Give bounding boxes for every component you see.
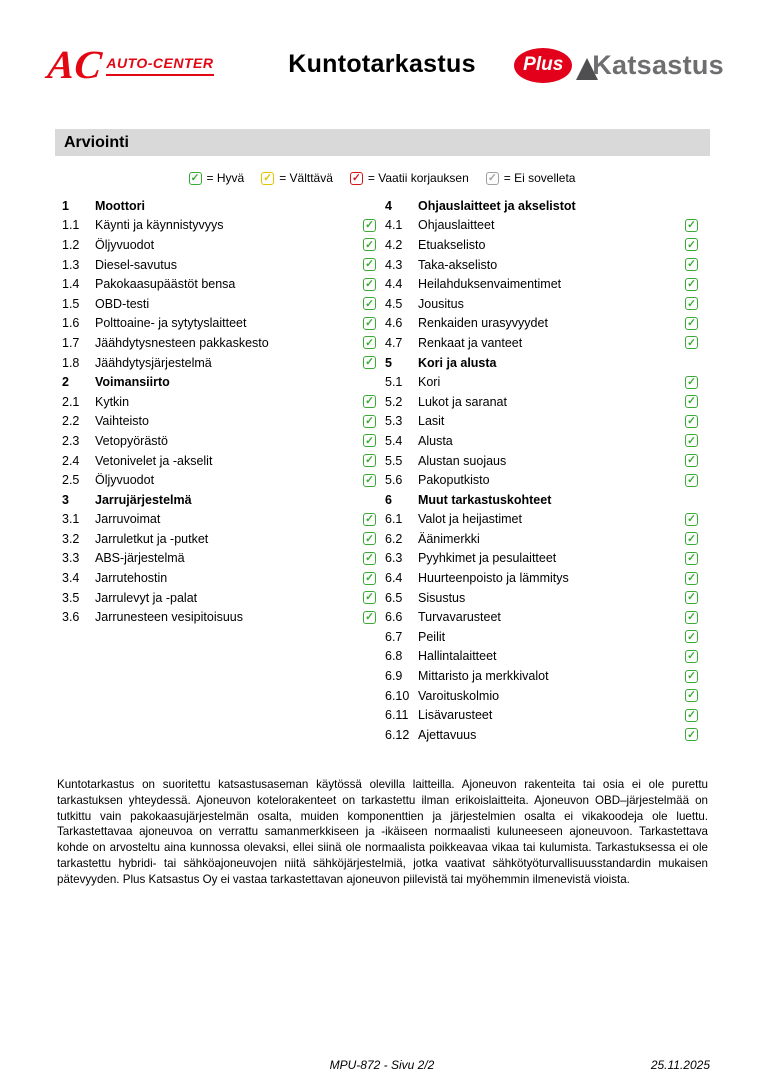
item-number: 2.1	[62, 394, 80, 409]
checklist-item-row	[385, 314, 707, 334]
legend-na-icon: ✓	[486, 172, 499, 185]
status-good-icon: ✓	[685, 572, 698, 585]
item-label: Etuakselisto	[418, 237, 486, 252]
footer-page-info: MPU-872 - Sivu 2/2	[329, 1058, 435, 1072]
status-good-icon: ✓	[363, 258, 376, 271]
item-number: 3.4	[62, 571, 80, 586]
item-number: 6.8	[385, 649, 403, 664]
item-number: 6.12	[385, 727, 410, 742]
item-number: 1.3	[62, 257, 80, 272]
item-label: Valot ja heijastimet	[418, 512, 522, 527]
status-good-icon: ✓	[363, 454, 376, 467]
checklist-item-row	[385, 647, 707, 667]
legend-item	[486, 171, 576, 185]
status-good-icon: ✓	[363, 278, 376, 291]
status-good-icon: ✓	[685, 219, 698, 232]
checklist-section-row	[62, 490, 385, 510]
checklist-section-row	[385, 353, 707, 373]
status-good-icon: ✓	[685, 395, 698, 408]
checklist-item-row	[385, 392, 707, 412]
status-good-icon: ✓	[685, 532, 698, 545]
item-label: Renkaat ja vanteet	[418, 335, 523, 350]
item-label: Jousitus	[418, 296, 464, 311]
item-label: Varoituskolmio	[418, 688, 500, 703]
item-label: Polttoaine- ja sytytyslaitteet	[95, 316, 247, 331]
item-label: Lasit	[418, 414, 445, 429]
status-good-icon: ✓	[685, 317, 698, 330]
checklist-item-row	[385, 470, 707, 490]
item-number: 6.11	[385, 708, 409, 723]
checklist-item-row	[385, 510, 707, 530]
checklist-col-right	[385, 196, 707, 745]
item-number: 5	[385, 355, 392, 370]
page-title: Kuntotarkastus	[288, 50, 476, 78]
checklist-item-row	[62, 431, 385, 451]
item-number: 5.5	[385, 453, 403, 468]
item-label: Jarrutehostin	[95, 571, 168, 586]
status-good-icon: ✓	[363, 552, 376, 565]
checklist-item-row	[385, 705, 707, 725]
item-label: Pyyhkimet ja pesulaitteet	[418, 551, 557, 566]
plus-logo-oval-icon	[514, 48, 572, 83]
status-good-icon: ✓	[363, 336, 376, 349]
item-label: OBD-testi	[95, 296, 150, 311]
item-number: 2.5	[62, 473, 80, 488]
item-label: Öljyvuodot	[95, 237, 155, 252]
checklist-item-row	[385, 333, 707, 353]
ac-logo-text: AUTO-CENTER	[106, 55, 213, 76]
checklist-item-row	[62, 549, 385, 569]
item-number: 2.4	[62, 453, 80, 468]
item-label: Äänimerkki	[418, 531, 480, 546]
checklist-item-row	[385, 607, 707, 627]
item-number: 1.4	[62, 277, 80, 292]
item-label: ABS-järjestelmä	[95, 551, 185, 566]
item-label: Kori	[418, 375, 441, 390]
item-label: Jäähdytysnesteen pakkaskesto	[95, 335, 269, 350]
item-number: 4.3	[385, 257, 403, 272]
item-label: Jäähdytysjärjestelmä	[95, 355, 212, 370]
checklist-item-row	[62, 255, 385, 275]
item-number: 6.9	[385, 669, 403, 684]
checklist-item-row	[385, 627, 707, 647]
checklist-item-row	[62, 216, 385, 236]
item-label: Alustan suojaus	[418, 453, 507, 468]
checklist-item-row	[62, 607, 385, 627]
checklist-item-row	[62, 470, 385, 490]
status-good-icon: ✓	[685, 415, 698, 428]
status-good-icon: ✓	[363, 611, 376, 624]
checklist-item-row	[385, 216, 707, 236]
checklist-item-row	[62, 568, 385, 588]
item-number: 3	[62, 492, 69, 507]
item-number: 5.6	[385, 473, 403, 488]
legend-repair-icon: ✓	[350, 172, 363, 185]
item-number: 4.1	[385, 218, 403, 233]
item-label: Jarruletkut ja -putket	[95, 531, 209, 546]
item-number: 1.6	[62, 316, 80, 331]
checklist-item-row	[62, 274, 385, 294]
status-good-icon: ✓	[363, 219, 376, 232]
legend-label: = Vaatii korjauksen	[367, 171, 469, 185]
item-number: 2.2	[62, 414, 80, 429]
item-label: Heilahduksenvaimentimet	[418, 277, 562, 292]
status-good-icon: ✓	[685, 591, 698, 604]
item-label: Pakoputkisto	[418, 473, 490, 488]
ac-logo-mark-icon: AC	[45, 42, 104, 87]
status-good-icon: ✓	[363, 572, 376, 585]
item-number: 6.7	[385, 629, 403, 644]
status-good-icon: ✓	[685, 689, 698, 702]
status-good-icon: ✓	[685, 670, 698, 683]
item-number: 1.5	[62, 296, 80, 311]
item-label: Renkaiden urasyvyydet	[418, 316, 548, 331]
status-good-icon: ✓	[685, 336, 698, 349]
item-number: 4.2	[385, 237, 403, 252]
item-label: Alusta	[418, 433, 453, 448]
checklist-section-row	[62, 196, 385, 216]
item-number: 6.6	[385, 610, 403, 625]
checklist-section-row	[385, 196, 707, 216]
status-good-icon: ✓	[685, 728, 698, 741]
item-label: Muut tarkastuskohteet	[418, 492, 552, 507]
item-label: Pakokaasupäästöt bensa	[95, 277, 236, 292]
legend-good-icon: ✓	[189, 172, 202, 185]
item-number: 3.6	[62, 610, 80, 625]
status-good-icon: ✓	[363, 395, 376, 408]
legend-label: = Hyvä	[206, 171, 245, 185]
item-number: 4.4	[385, 277, 403, 292]
item-number: 6	[385, 492, 392, 507]
status-good-icon: ✓	[685, 611, 698, 624]
legend-fair-icon: ✓	[261, 172, 274, 185]
status-good-icon: ✓	[363, 415, 376, 428]
item-number: 4.5	[385, 296, 403, 311]
status-good-icon: ✓	[685, 552, 698, 565]
status-good-icon: ✓	[685, 650, 698, 663]
item-label: Ajettavuus	[418, 727, 477, 742]
item-number: 1.2	[62, 237, 80, 252]
item-label: Ohjauslaitteet ja akselistot	[418, 198, 576, 213]
checklist-item-row	[385, 235, 707, 255]
checklist-item-row	[385, 451, 707, 471]
item-number: 6.2	[385, 531, 403, 546]
item-number: 6.1	[385, 512, 403, 527]
item-label: Käynti ja käynnistyvyys	[95, 218, 224, 233]
checklist-item-row	[385, 588, 707, 608]
item-number: 6.3	[385, 551, 403, 566]
item-label: Hallintalaitteet	[418, 649, 497, 664]
footer-date: 25.11.2025	[650, 1058, 710, 1072]
legend-item	[261, 171, 333, 185]
item-label: Peilit	[418, 629, 446, 644]
item-number: 4.6	[385, 316, 403, 331]
checklist-item-row	[385, 255, 707, 275]
item-label: Turvavarusteet	[418, 610, 501, 625]
legend-label: = Ei sovelleta	[503, 171, 576, 185]
status-good-icon: ✓	[363, 356, 376, 369]
status-good-icon: ✓	[363, 317, 376, 330]
item-number: 4	[385, 198, 392, 213]
status-good-icon: ✓	[685, 258, 698, 271]
checklist-item-row	[62, 529, 385, 549]
checklist-item-row	[62, 333, 385, 353]
item-label: Moottori	[95, 198, 145, 213]
item-label: Kytkin	[95, 394, 130, 409]
checklist-item-row	[62, 235, 385, 255]
item-label: Huurteenpoisto ja lämmitys	[418, 571, 569, 586]
status-good-icon: ✓	[685, 434, 698, 447]
item-number: 3.1	[62, 512, 80, 527]
checklist-item-row	[62, 314, 385, 334]
checklist-item-row	[385, 549, 707, 569]
checklist-item-row	[385, 529, 707, 549]
checklist-item-row	[62, 353, 385, 373]
checklist-item-row	[385, 686, 707, 706]
katsastus-logo-text: Katsastus	[592, 49, 724, 80]
item-label: Mittaristo ja merkkivalot	[418, 669, 549, 684]
item-label: Vaihteisto	[95, 414, 149, 429]
checklist-item-row	[385, 294, 707, 314]
item-label: Vetonivelet ja -akselit	[95, 453, 213, 468]
item-number: 1	[62, 198, 69, 213]
item-number: 3.5	[62, 590, 80, 605]
status-good-icon: ✓	[685, 297, 698, 310]
status-good-icon: ✓	[363, 434, 376, 447]
status-good-icon: ✓	[363, 513, 376, 526]
legend-item	[189, 171, 245, 185]
item-label: Vetopyörästö	[95, 433, 168, 448]
item-number: 3.2	[62, 531, 80, 546]
checklist-section-row	[62, 372, 385, 392]
item-label: Jarrujärjestelmä	[95, 492, 192, 507]
status-good-icon: ✓	[685, 278, 698, 291]
checklist-item-row	[385, 568, 707, 588]
item-number: 5.1	[385, 375, 403, 390]
checklist-item-row	[62, 294, 385, 314]
legend	[0, 171, 764, 185]
item-label: Jarrunesteen vesipitoisuus	[95, 610, 243, 625]
checklist-item-row	[385, 431, 707, 451]
status-good-icon: ✓	[363, 532, 376, 545]
item-number: 5.4	[385, 433, 403, 448]
item-number: 4.7	[385, 335, 403, 350]
checklist-item-row	[62, 451, 385, 471]
status-good-icon: ✓	[363, 238, 376, 251]
auto-center-logo	[45, 42, 214, 87]
item-label: Taka-akselisto	[418, 257, 498, 272]
status-good-icon: ✓	[685, 238, 698, 251]
checklist-item-row	[62, 588, 385, 608]
item-label: Lisävarusteet	[418, 708, 493, 723]
status-good-icon: ✓	[363, 297, 376, 310]
item-label: Jarruvoimat	[95, 512, 161, 527]
checklist-item-row	[385, 372, 707, 392]
item-label: Voimansiirto	[95, 375, 170, 390]
checklist-item-row	[385, 274, 707, 294]
status-good-icon: ✓	[363, 591, 376, 604]
item-label: Jarrulevyt ja -palat	[95, 590, 198, 605]
item-number: 2	[62, 375, 69, 390]
item-number: 5.2	[385, 394, 403, 409]
item-number: 2.3	[62, 433, 80, 448]
item-label: Sisustus	[418, 590, 466, 605]
checklist-item-row	[62, 510, 385, 530]
checklist	[62, 196, 707, 745]
item-label: Ohjauslaitteet	[418, 218, 495, 233]
status-good-icon: ✓	[363, 474, 376, 487]
item-number: 1.1	[62, 218, 80, 233]
checklist-item-row	[385, 725, 707, 745]
item-number: 6.4	[385, 571, 403, 586]
legend-label: = Välttävä	[279, 171, 333, 185]
item-label: Kori ja alusta	[418, 355, 497, 370]
checklist-col-left	[62, 196, 385, 745]
plus-logo-text: Plus	[523, 54, 564, 75]
status-good-icon: ✓	[685, 376, 698, 389]
legend-item	[350, 171, 469, 185]
item-number: 1.7	[62, 335, 80, 350]
item-number: 5.3	[385, 414, 403, 429]
item-number: 6.5	[385, 590, 403, 605]
plus-katsastus-logo	[514, 48, 724, 83]
status-good-icon: ✓	[685, 474, 698, 487]
status-good-icon: ✓	[685, 709, 698, 722]
checklist-item-row	[385, 412, 707, 432]
section-header-arviointi: Arviointi	[55, 129, 710, 156]
checklist-item-row	[62, 392, 385, 412]
status-good-icon: ✓	[685, 630, 698, 643]
checklist-section-row	[385, 490, 707, 510]
checklist-item-row	[62, 412, 385, 432]
item-label: Diesel-savutus	[95, 257, 177, 272]
disclaimer-text: Kuntotarkastus on suoritettu katsastusaseman käytössä olevilla laitteilla. Ajoneuvon rakenteita tai osia ei ole purettu tarkastuksen yhteydessä. Ajoneuvon kotelorakenteet on tarkastettu ilman erikoislaitteita. Ajoneuvon OBD–järjestelmää on tutkittu vain pakokaasujärjestelmän osalta, muiden komponenttien ja järjestelmien osalta ei vikakoodeja ole luettu. Tarkastettavaa ajoneuvoa on verrattu samanmerkkiseen ja -ikäiseen normaalisti kuluneeseen ajoneuvoon. Tarkastettava kohde on arvosteltu aina kunnossa olevaksi, ellei siinä ole normaalista poikkeavaa vikaa tai kulumista. Tarkastuksessa ei ole tarkastettu hybridi- tai sähköajoneuvojen niitä sähköjärjestelmiä, jotka vaativat sähkötyöturvallisuusstandardin mukaisen pätevyyden. Plus Katsastus Oy ei vastaa tarkastettavan ajoneuvon piilevistä tai myöhemmin ilmenevistä vioista.	[57, 778, 708, 886]
checklist-item-row	[385, 666, 707, 686]
item-label: Öljyvuodot	[95, 473, 155, 488]
item-number: 3.3	[62, 551, 80, 566]
status-good-icon: ✓	[685, 454, 698, 467]
item-label: Lukot ja saranat	[418, 394, 507, 409]
status-good-icon: ✓	[685, 513, 698, 526]
item-number: 6.10	[385, 688, 410, 703]
item-number: 1.8	[62, 355, 80, 370]
